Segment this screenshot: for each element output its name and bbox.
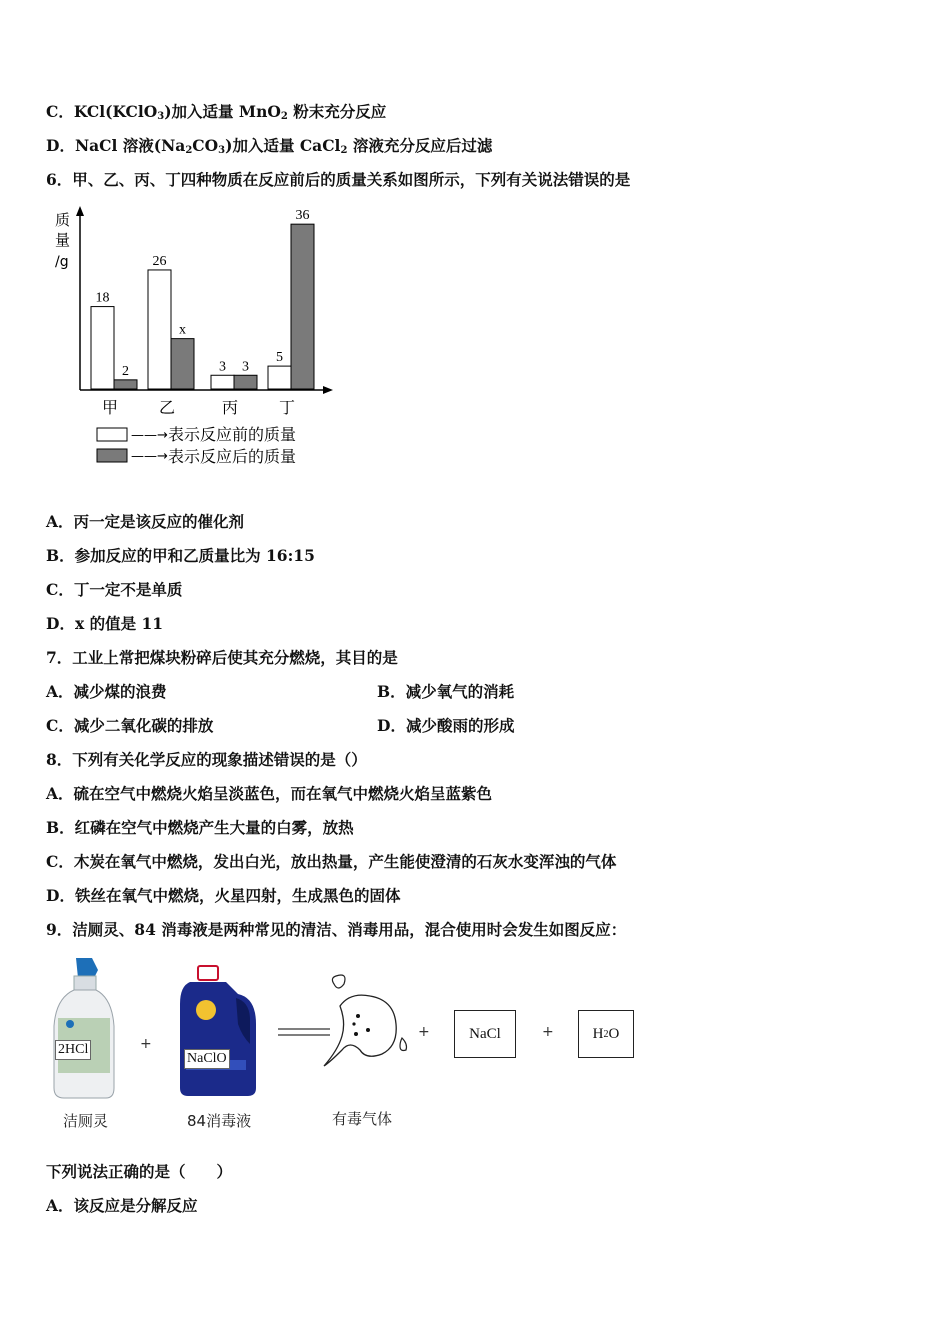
bar-value-label: 36 bbox=[295, 208, 310, 224]
q6-option-d: D．x 的值是 11 bbox=[46, 614, 164, 633]
plus-sign: + bbox=[418, 1024, 430, 1040]
caption-disinfectant: 84消毒液 bbox=[187, 1112, 252, 1130]
plus-sign: + bbox=[542, 1024, 554, 1040]
y-axis-arrow bbox=[76, 206, 84, 216]
product-box-water: H 2 O bbox=[578, 1010, 634, 1058]
q9-option-a: A．该反应是分解反应 bbox=[46, 1196, 198, 1215]
q8-option-d: D．铁丝在氧气中燃烧，火星四射，生成黑色的固体 bbox=[46, 886, 401, 905]
legend-label-before: 表示反应前的质量 bbox=[168, 425, 297, 444]
bar-value-label: 5 bbox=[276, 350, 283, 366]
category-label: 丙 bbox=[221, 398, 239, 417]
q8-option-c: C．木炭在氧气中燃烧，发出白光，放出热量，产生能使澄清的石灰水变浑浊的气体 bbox=[46, 852, 617, 871]
bar-value-label: 18 bbox=[95, 290, 110, 306]
y-axis-title-char: 量 bbox=[55, 231, 71, 249]
x-axis-arrow bbox=[323, 386, 333, 394]
q7-option-b: B．减少氧气的消耗 bbox=[377, 682, 515, 701]
bottle-label-naclo: NaClO bbox=[184, 1049, 230, 1069]
disinfectant-bottle-icon bbox=[176, 964, 260, 1099]
bar-value-label: 3 bbox=[242, 359, 249, 375]
legend-label-after: 表示反应后的质量 bbox=[168, 447, 297, 466]
caption-toxic-gas: 有毒气体 bbox=[332, 1110, 393, 1128]
bar-after bbox=[114, 380, 137, 389]
q8-option-a: A．硫在空气中燃烧火焰呈淡蓝色，而在氧气中燃烧火焰呈蓝紫色 bbox=[46, 784, 493, 803]
bar-after bbox=[291, 224, 314, 389]
q8-option-b: B．红磷在空气中燃烧产生大量的白雾，放热 bbox=[46, 818, 354, 837]
bar-after bbox=[234, 375, 257, 389]
toilet-cleaner-bottle-icon bbox=[48, 956, 118, 1101]
q9-stem: 9．洁厕灵、84 消毒液是两种常见的清洁、消毒用品，混合使用时会发生如图反应： bbox=[46, 920, 627, 939]
bar-before bbox=[91, 307, 114, 389]
q7-option-c: C．减少二氧化碳的排放 bbox=[46, 716, 214, 735]
category-label: 丁 bbox=[278, 398, 296, 417]
bar-value-label: 2 bbox=[122, 363, 129, 379]
q6-option-b: B．参加反应的甲和乙质量比为 16:15 bbox=[46, 546, 315, 565]
category-label: 甲 bbox=[101, 398, 119, 417]
plus-sign: + bbox=[140, 1036, 152, 1052]
bar-before bbox=[211, 375, 234, 389]
product-box-nacl: NaCl bbox=[454, 1010, 516, 1058]
legend-swatch-after bbox=[97, 449, 127, 462]
legend-arrow: ——→ bbox=[131, 449, 168, 464]
legend-swatch-before bbox=[97, 428, 127, 441]
bar-before bbox=[148, 270, 171, 389]
reaction-figure bbox=[40, 952, 660, 1142]
bar-after bbox=[171, 339, 194, 389]
q7-option-d: D．减少酸雨的形成 bbox=[377, 716, 515, 735]
y-axis-title-char: 质 bbox=[55, 211, 71, 229]
q7-option-a: A．减少煤的浪费 bbox=[46, 682, 167, 701]
bottle-label-hcl: 2HCl bbox=[55, 1040, 91, 1060]
q8-stem: 8．下列有关化学反应的现象描述错误的是（） bbox=[46, 750, 367, 769]
legend bbox=[97, 425, 296, 466]
y-axis-title-char: /g bbox=[55, 254, 69, 270]
bar-before bbox=[268, 366, 291, 389]
q5-option-c: C．KCl(KClO$_3$)加入适量 MnO$_2$ 粉末充分反应 bbox=[46, 102, 387, 122]
y-axis-title bbox=[55, 211, 70, 270]
q5-option-d: D．NaCl 溶液$(Na_2CO_3)$加入适量 CaCl$_2$ 溶液充分反应后过滤 bbox=[46, 136, 493, 156]
q6-stem: 6．甲、乙、丙、丁四种物质在反应前后的质量关系如图所示，下列有关说法错误的是 bbox=[46, 170, 631, 189]
mass-bar-chart bbox=[45, 198, 350, 478]
category-label: 乙 bbox=[158, 398, 176, 417]
legend-arrow: ——→ bbox=[131, 428, 168, 443]
q6-option-a: A．丙一定是该反应的催化剂 bbox=[46, 512, 245, 531]
bar-value-label: 26 bbox=[152, 253, 167, 269]
bar-value-label: x bbox=[179, 322, 186, 338]
caption-toilet-cleaner: 洁厕灵 bbox=[63, 1112, 109, 1130]
q6-option-c: C．丁一定不是单质 bbox=[46, 580, 183, 599]
q9-sub-stem: 下列说法正确的是（ ） bbox=[46, 1162, 233, 1181]
q7-stem: 7．工业上常把煤块粉碎后使其充分燃烧，其目的是 bbox=[46, 648, 398, 667]
toxic-gas-icon bbox=[320, 970, 420, 1080]
bar-value-label: 3 bbox=[219, 359, 226, 375]
